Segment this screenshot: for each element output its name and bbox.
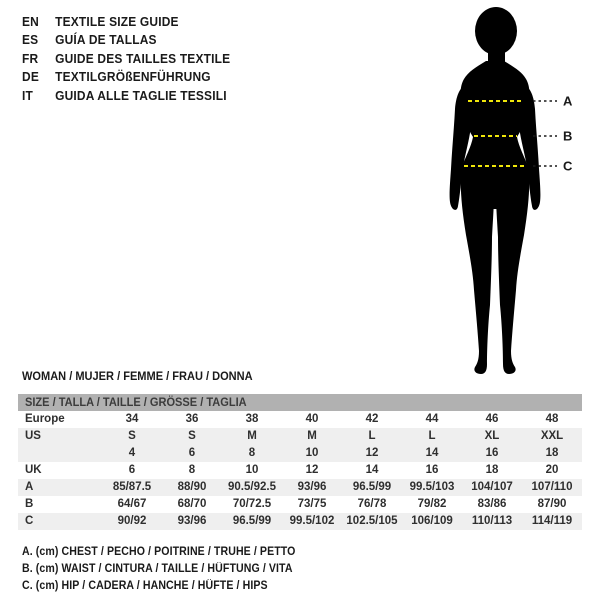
size-value: 4	[128, 447, 136, 459]
marker-label-a: A	[563, 93, 573, 109]
size-value: 88/90	[177, 481, 207, 493]
size-value: 107/110	[531, 481, 573, 493]
size-value: 46	[485, 413, 499, 425]
size-table-header-text: SIZE / TALLA / TAILLE / GRÖSSE / TAGLIA	[25, 395, 247, 409]
size-value: 16	[485, 447, 499, 459]
size-value: M	[307, 430, 317, 442]
size-value: S	[188, 430, 196, 442]
size-value: 96.5/99	[352, 481, 392, 493]
table-row	[18, 411, 582, 428]
size-table-header	[18, 394, 582, 411]
size-value: 10	[305, 447, 319, 459]
language-label: TEXTILGRÖßENFÜHRUNG	[55, 69, 211, 85]
size-value: 79/82	[417, 498, 447, 510]
size-value: 40	[305, 413, 319, 425]
language-code: IT	[22, 87, 33, 103]
size-value: 114/119	[531, 515, 573, 527]
language-code: EN	[22, 14, 39, 29]
language-label: GUIDE DES TAILLES TEXTILE	[55, 50, 231, 66]
language-line	[22, 50, 230, 68]
table-group-title-text: WOMAN / MUJER / FEMME / FRAU / DONNA	[22, 369, 253, 383]
language-line	[22, 13, 230, 31]
size-value: 99.5/102	[289, 515, 335, 527]
marker-label-b: B	[563, 128, 573, 144]
legend-line: A. (cm) CHEST / PECHO / POITRINE / TRUHE / PETTO	[22, 546, 296, 558]
language-list	[22, 13, 248, 105]
size-value: 93/96	[297, 481, 327, 493]
size-value: 83/86	[477, 498, 507, 510]
woman-silhouette	[450, 7, 541, 374]
table-group-title	[22, 369, 273, 383]
table-row	[18, 428, 582, 445]
size-value: 104/107	[471, 481, 513, 493]
size-value: 14	[425, 447, 439, 459]
size-value: 18	[545, 447, 559, 459]
row-label: C	[25, 515, 34, 527]
language-code: FR	[22, 50, 39, 66]
size-table	[18, 394, 582, 530]
size-value: 6	[128, 464, 136, 476]
silhouette-left-leg	[461, 173, 494, 374]
size-value: 99.5/103	[409, 481, 455, 493]
size-value: 12	[305, 464, 319, 476]
size-table-body	[18, 411, 582, 530]
size-value: XL	[484, 430, 500, 442]
size-value: 20	[545, 464, 559, 476]
woman-silhouette-figure	[430, 5, 600, 377]
row-label	[18, 445, 102, 462]
size-value: 16	[425, 464, 439, 476]
size-value: 12	[365, 447, 379, 459]
legend-line: C. (cm) HIP / CADERA / HANCHE / HÜFTE / HIPS	[22, 580, 268, 593]
size-value: 70/72.5	[232, 498, 272, 510]
table-row	[18, 479, 582, 496]
size-value: 85/87.5	[112, 481, 152, 493]
size-value: 8	[188, 464, 196, 476]
size-value: 87/90	[537, 498, 567, 510]
table-row	[18, 496, 582, 513]
size-value: 102.5/105	[346, 515, 398, 527]
row-label: Europe	[25, 413, 65, 425]
language-label: TEXTILE SIZE GUIDE	[55, 14, 179, 29]
size-value: L	[428, 430, 436, 442]
size-value: 90.5/92.5	[228, 481, 276, 493]
language-code: ES	[22, 32, 39, 48]
table-row	[18, 445, 582, 462]
table-row	[18, 462, 582, 479]
size-value: 96.5/99	[232, 515, 272, 527]
silhouette-right-leg	[496, 173, 529, 374]
size-value: M	[247, 430, 257, 442]
language-label: GUÍA DE TALLAS	[55, 32, 157, 48]
size-value: 106/109	[411, 515, 453, 527]
size-value: 36	[185, 413, 199, 425]
language-line	[22, 31, 230, 49]
size-value: 110/113	[471, 515, 513, 527]
size-value: 6	[188, 447, 196, 459]
language-line	[22, 87, 230, 105]
size-value: 48	[545, 413, 559, 425]
size-value: 44	[425, 413, 439, 425]
size-value: 76/78	[357, 498, 387, 510]
size-value: 18	[485, 464, 499, 476]
size-value: S	[128, 430, 136, 442]
size-value: 14	[365, 464, 379, 476]
language-label: GUIDA ALLE TAGLIE TESSILI	[55, 87, 227, 103]
measurement-legend	[22, 544, 319, 596]
size-value: 42	[365, 413, 379, 425]
size-value: 73/75	[297, 498, 327, 510]
language-line	[22, 68, 230, 86]
size-value: 38	[245, 413, 259, 425]
row-label: A	[25, 481, 34, 493]
language-code: DE	[22, 69, 39, 85]
size-value: 90/92	[117, 515, 147, 527]
size-value: 8	[248, 447, 256, 459]
size-value: 10	[245, 464, 259, 476]
size-value: 68/70	[177, 498, 207, 510]
row-label: UK	[25, 464, 42, 476]
row-label: B	[25, 498, 34, 510]
size-value: 34	[125, 413, 139, 425]
size-value: 64/67	[117, 498, 147, 510]
size-value: L	[368, 430, 376, 442]
size-value: XXL	[540, 430, 564, 442]
size-value: 93/96	[177, 515, 207, 527]
marker-label-c: C	[563, 158, 573, 174]
legend-line: B. (cm) WAIST / CINTURA / TAILLE / HÜFTUNG / VITA	[22, 563, 293, 576]
table-row	[18, 513, 582, 530]
row-label: US	[25, 430, 41, 442]
